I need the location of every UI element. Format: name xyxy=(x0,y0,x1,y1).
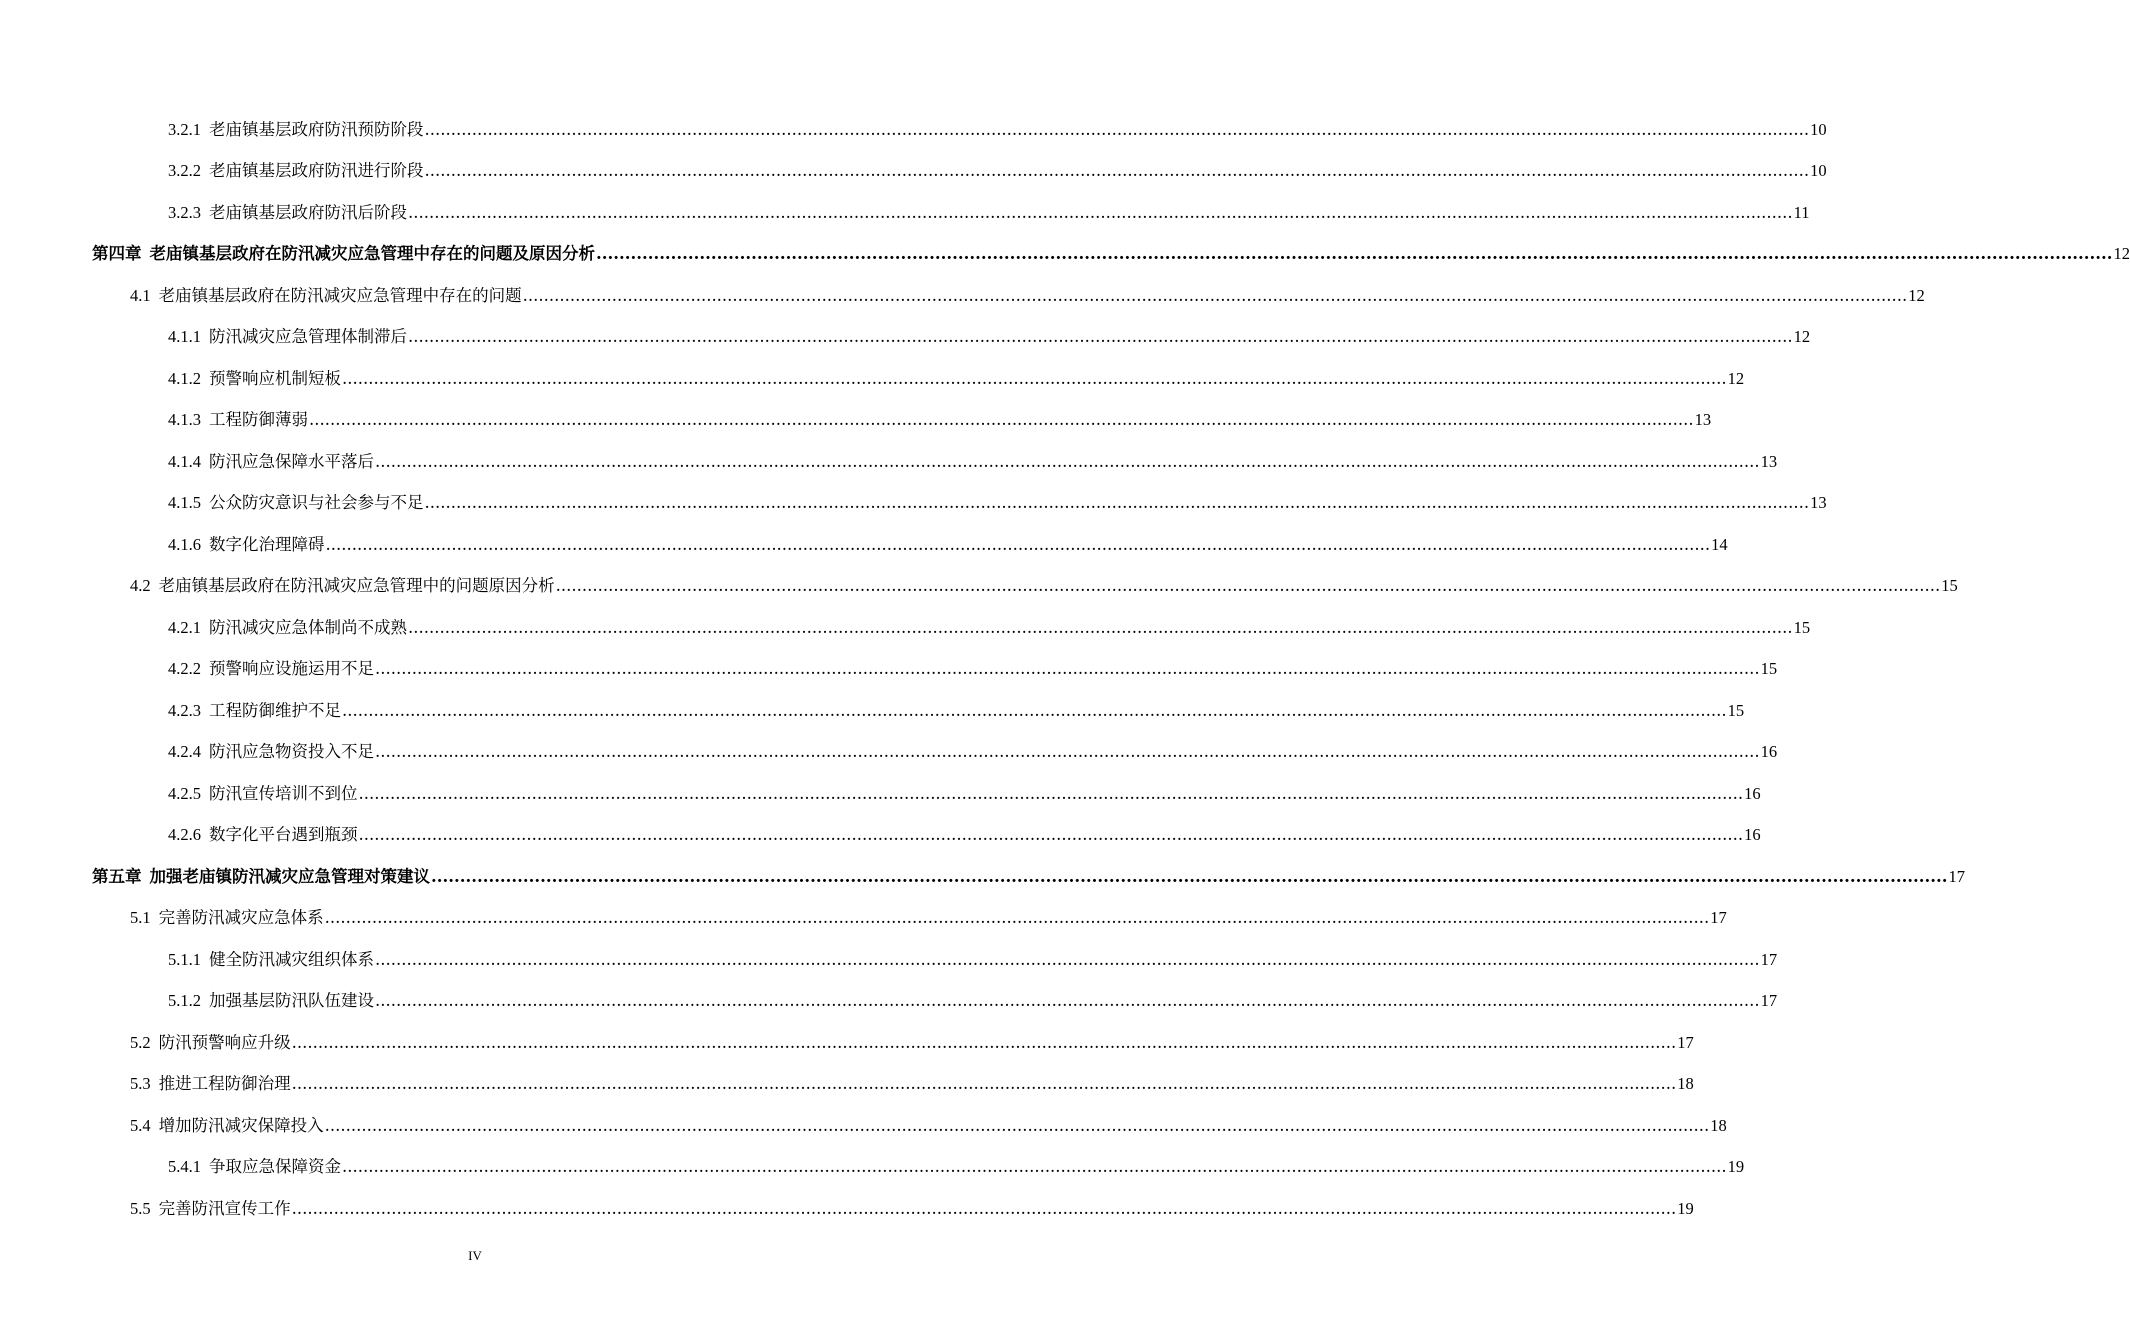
toc-dot-leader xyxy=(375,452,1760,472)
toc-entry-line xyxy=(0,1032,1694,1053)
toc-entry-number: 第四章 xyxy=(92,244,142,264)
toc-entry[interactable] xyxy=(0,483,1827,525)
toc-entry-title: 健全防汛减灾组织体系 xyxy=(209,949,374,969)
toc-entry-line xyxy=(0,202,1810,223)
toc-entry-title: 完善防汛宣传工作 xyxy=(158,1198,291,1218)
toc-entry-label xyxy=(168,950,374,970)
toc-entry-page: 12 xyxy=(2113,244,2130,264)
toc-entry-number: 4.2.3 xyxy=(168,700,201,720)
toc-entry-number: 3.2.2 xyxy=(168,161,201,181)
toc-entry-label xyxy=(168,493,424,513)
toc-dot-leader xyxy=(408,618,1793,638)
toc-entry[interactable] xyxy=(0,1147,1745,1189)
toc-dot-leader xyxy=(326,535,1711,555)
toc-entry-label xyxy=(168,1157,341,1177)
toc-entry-number: 5.5 xyxy=(130,1198,151,1218)
toc-entry-label xyxy=(168,701,341,721)
toc-entry-label xyxy=(168,120,424,140)
toc-entry-title: 完善防汛减灾应急体系 xyxy=(158,908,324,928)
toc-dot-leader xyxy=(375,950,1760,970)
toc-entry-label xyxy=(130,1199,291,1219)
toc-entry-page: 17 xyxy=(1760,949,1778,969)
toc-entry[interactable] xyxy=(0,773,1761,815)
toc-entry-page: 11 xyxy=(1793,202,1810,222)
toc-dot-leader xyxy=(375,991,1760,1011)
toc-dot-leader xyxy=(342,701,1727,721)
toc-entry[interactable] xyxy=(0,1105,1727,1147)
toc-entry-label xyxy=(168,742,374,762)
toc-entry-line xyxy=(0,617,1811,638)
toc-dot-leader xyxy=(556,576,1941,596)
toc-entry-label xyxy=(168,203,407,223)
toc-entry-line xyxy=(0,576,1958,596)
toc-entry[interactable] xyxy=(0,234,2130,276)
toc-entry-label xyxy=(168,535,325,555)
toc-entry-title: 工程防御薄弱 xyxy=(209,410,308,430)
toc-entry-number: 5.1 xyxy=(130,908,151,928)
toc-dot-leader xyxy=(523,286,1908,306)
toc-dot-leader xyxy=(359,784,1744,804)
toc-entry-title: 数字化平台遇到瓶颈 xyxy=(209,825,358,845)
toc-entry-line xyxy=(0,493,1827,513)
toc-entry[interactable] xyxy=(0,607,1811,649)
toc-entry[interactable] xyxy=(0,109,1827,151)
toc-entry-page: 16 xyxy=(1744,783,1761,803)
toc-entry-line xyxy=(0,1198,1694,1219)
toc-entry[interactable] xyxy=(0,732,1778,774)
toc-entry[interactable] xyxy=(0,856,1966,898)
toc-entry[interactable] xyxy=(0,649,1778,691)
toc-entry-number: 4.1.5 xyxy=(168,493,201,513)
toc-entry-title: 工程防御维护不足 xyxy=(209,700,341,720)
toc-entry-line xyxy=(0,908,1727,928)
toc-entry-label xyxy=(92,244,595,264)
toc-entry-label xyxy=(168,452,374,472)
toc-entry-title: 公众防灾意识与社会参与不足 xyxy=(209,493,424,513)
toc-entry-label xyxy=(168,327,407,347)
toc-entry-number: 5.1.2 xyxy=(168,991,201,1011)
toc-entry-page: 14 xyxy=(1711,534,1728,554)
toc-entry-label xyxy=(130,1116,324,1136)
toc-entry-title: 防汛预警响应升级 xyxy=(158,1032,291,1052)
toc-dot-leader xyxy=(292,1074,1677,1094)
toc-entry-number: 4.2.6 xyxy=(168,825,201,845)
toc-dot-leader xyxy=(342,1157,1727,1177)
toc-entry-title: 加强老庙镇防汛减灾应急管理对策建议 xyxy=(149,866,430,886)
toc-entry[interactable] xyxy=(0,815,1761,857)
toc-entry-label xyxy=(130,908,324,928)
toc-entry-label xyxy=(130,286,522,306)
toc-entry-label xyxy=(168,784,358,804)
toc-entry-number: 4.2 xyxy=(130,576,151,596)
toc-entry-page: 13 xyxy=(1760,451,1778,471)
toc-entry-line xyxy=(0,700,1745,721)
toc-entry-page: 18 xyxy=(1710,1115,1727,1135)
toc-dot-leader xyxy=(425,493,1810,513)
toc-entry-number: 第五章 xyxy=(92,866,142,886)
toc-entry-number: 4.2.2 xyxy=(168,659,201,679)
toc-entry-title: 老庙镇基层政府在防汛减灾应急管理中的问题原因分析 xyxy=(158,576,555,596)
page-number-footer: IV xyxy=(468,1248,482,1263)
toc-entry-title: 推进工程防御治理 xyxy=(158,1074,291,1094)
toc-entry-number: 4.1.3 xyxy=(168,410,201,430)
toc-entry[interactable] xyxy=(0,1064,1694,1106)
toc-entry-title: 争取应急保障资金 xyxy=(209,1157,341,1177)
toc-entry-line xyxy=(0,244,2130,264)
toc-entry-number: 4.1.4 xyxy=(168,451,201,471)
toc-entry-number: 5.4.1 xyxy=(168,1157,201,1177)
toc-entry-number: 4.2.5 xyxy=(168,783,201,803)
toc-dot-leader xyxy=(408,327,1793,347)
toc-entry-page: 17 xyxy=(1710,908,1727,928)
toc-entry-line xyxy=(0,285,1925,306)
toc-entry-title: 老庙镇基层政府防汛预防阶段 xyxy=(209,119,424,139)
toc-entry-title: 防汛宣传培训不到位 xyxy=(209,783,358,803)
toc-entry-label xyxy=(168,618,407,638)
toc-dot-leader xyxy=(425,161,1810,181)
toc-entry-label xyxy=(130,1033,291,1053)
toc-entry[interactable] xyxy=(0,151,1827,193)
toc-entry-title: 加强基层防汛队伍建设 xyxy=(209,991,374,1011)
toc-entry-label xyxy=(92,867,430,887)
toc-entry-title: 老庙镇基层政府在防汛减灾应急管理中存在的问题及原因分析 xyxy=(149,244,595,264)
toc-dot-leader xyxy=(359,825,1744,845)
toc-entry-page: 10 xyxy=(1810,119,1827,139)
toc-entry-title: 老庙镇基层政府防汛进行阶段 xyxy=(209,161,424,181)
toc-dot-leader xyxy=(408,203,1793,223)
toc-entry[interactable] xyxy=(0,192,1810,234)
toc-entry-line xyxy=(0,327,1811,347)
toc-entry-page: 17 xyxy=(1948,866,1966,886)
toc-entry-title: 防汛应急物资投入不足 xyxy=(209,742,374,762)
toc-entry-title: 防汛减灾应急体制尚不成熟 xyxy=(209,617,407,637)
toc-entry-number: 4.1.1 xyxy=(168,327,201,347)
toc-entry-title: 预警响应机制短板 xyxy=(209,368,341,388)
toc-entry-number: 3.2.3 xyxy=(168,202,201,222)
toc-entry-title: 老庙镇基层政府在防汛减灾应急管理中存在的问题 xyxy=(158,285,522,305)
toc-entry[interactable] xyxy=(0,690,1745,732)
toc-entry-number: 4.2.1 xyxy=(168,617,201,637)
toc-entry-title: 防汛减灾应急管理体制滞后 xyxy=(209,327,407,347)
toc-entry[interactable] xyxy=(0,981,1778,1023)
toc-entry-line xyxy=(0,783,1761,804)
toc-dot-leader xyxy=(342,369,1727,389)
toc-entry-line xyxy=(0,410,1712,430)
toc-entry-title: 老庙镇基层政府防汛后阶段 xyxy=(209,202,407,222)
toc-entry-page: 16 xyxy=(1760,742,1778,762)
toc-entry-page: 15 xyxy=(1793,617,1811,637)
toc-entry-page: 19 xyxy=(1677,1198,1694,1218)
toc-entry-line xyxy=(0,1074,1694,1094)
toc-entry-page: 16 xyxy=(1744,825,1761,845)
toc-entry-label xyxy=(168,410,308,430)
toc-entry-title: 数字化治理障碍 xyxy=(209,534,325,554)
toc-entry-label xyxy=(168,991,374,1011)
toc-entry-page: 15 xyxy=(1941,576,1958,596)
toc-entry-label xyxy=(168,825,358,845)
toc-dot-leader xyxy=(375,742,1760,762)
toc-entry-label xyxy=(168,369,341,389)
toc-entry-line xyxy=(0,659,1778,679)
toc-dot-leader xyxy=(325,908,1710,928)
toc-entry-page: 10 xyxy=(1810,161,1827,181)
toc-entry-line xyxy=(0,825,1761,845)
toc-entry-page: 15 xyxy=(1727,700,1745,720)
toc-entry-line xyxy=(0,742,1778,762)
toc-entry-number: 4.1.6 xyxy=(168,534,201,554)
toc-dot-leader xyxy=(596,244,2113,264)
toc-entry-line xyxy=(0,866,1966,887)
toc-entry-number: 4.1 xyxy=(130,285,151,305)
toc-dot-leader xyxy=(292,1199,1677,1219)
toc-entry-label xyxy=(168,659,374,679)
toc-dot-leader xyxy=(425,120,1810,140)
toc-entry[interactable] xyxy=(0,1022,1694,1064)
toc-entry[interactable] xyxy=(0,400,1712,442)
toc-entry-line xyxy=(0,534,1728,555)
toc-entry-number: 5.2 xyxy=(130,1032,151,1052)
toc-dot-leader xyxy=(375,659,1760,679)
toc-dot-leader xyxy=(325,1116,1710,1136)
toc-entry-line xyxy=(0,1115,1727,1136)
toc-entry-number: 5.4 xyxy=(130,1115,151,1135)
toc-entry-line xyxy=(0,368,1745,389)
toc-entry[interactable] xyxy=(0,566,1958,608)
toc-entry-page: 15 xyxy=(1760,659,1778,679)
toc-entry-line xyxy=(0,451,1778,472)
toc-entry[interactable] xyxy=(0,358,1745,400)
toc-entry-page: 13 xyxy=(1810,493,1827,513)
toc-entry-number: 4.2.4 xyxy=(168,742,201,762)
toc-entry-title: 增加防汛减灾保障投入 xyxy=(158,1115,324,1135)
toc-entry-label xyxy=(130,1074,291,1094)
toc-entry[interactable] xyxy=(0,524,1728,566)
toc-entry-label xyxy=(130,576,555,596)
toc-entry-page: 12 xyxy=(1793,327,1811,347)
toc-entry-line xyxy=(0,949,1778,970)
toc-dot-leader xyxy=(431,867,1948,887)
toc-entry[interactable] xyxy=(0,1188,1694,1230)
toc-entry-page: 12 xyxy=(1727,368,1745,388)
toc-entry-title: 预警响应设施运用不足 xyxy=(209,659,374,679)
toc-entry[interactable] xyxy=(0,275,1925,317)
toc-entry-line xyxy=(0,1157,1745,1177)
toc-entry-line xyxy=(0,161,1827,181)
toc-entry-number: 4.1.2 xyxy=(168,368,201,388)
toc-entry-page: 13 xyxy=(1694,410,1712,430)
toc-dot-leader xyxy=(292,1033,1677,1053)
toc-entry-page: 17 xyxy=(1677,1032,1694,1052)
toc-entry[interactable] xyxy=(0,898,1727,940)
toc-dot-leader xyxy=(309,410,1694,430)
toc-entry-page: 12 xyxy=(1908,285,1925,305)
table-of-contents xyxy=(0,109,2130,1230)
toc-entry-line xyxy=(0,991,1778,1011)
toc-entry-page: 18 xyxy=(1677,1074,1694,1094)
toc-entry-line xyxy=(0,119,1827,140)
toc-entry-page: 17 xyxy=(1760,991,1778,1011)
toc-entry-page: 19 xyxy=(1727,1157,1745,1177)
toc-entry-title: 防汛应急保障水平落后 xyxy=(209,451,374,471)
toc-entry[interactable] xyxy=(0,317,1811,359)
toc-entry-number: 5.3 xyxy=(130,1074,151,1094)
toc-entry-label xyxy=(168,161,424,181)
toc-entry-number: 5.1.1 xyxy=(168,949,201,969)
toc-entry[interactable] xyxy=(0,939,1778,981)
toc-entry-number: 3.2.1 xyxy=(168,119,201,139)
toc-entry[interactable] xyxy=(0,441,1778,483)
